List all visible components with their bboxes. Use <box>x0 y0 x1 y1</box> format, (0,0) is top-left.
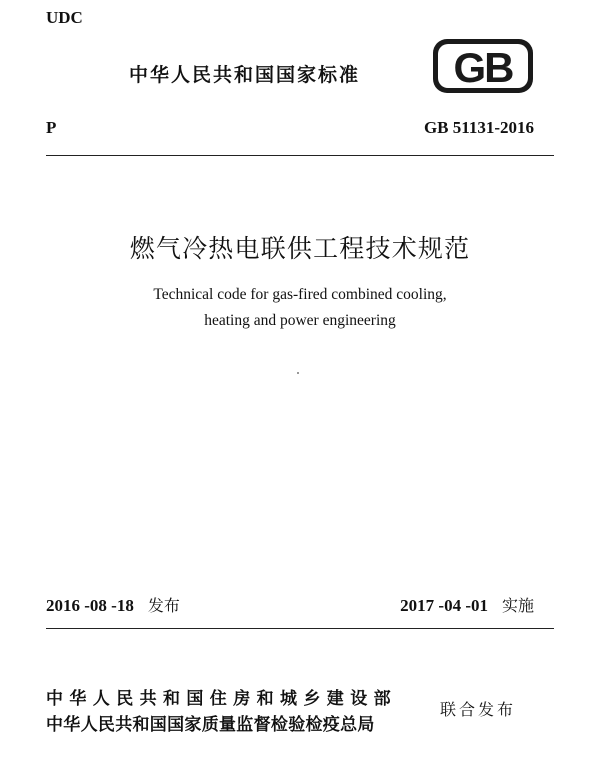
standard-number: GB 51131-2016 <box>423 118 534 137</box>
issuer-ministry-housing: 中华人民共和国住房和城乡建设部 <box>46 689 397 709</box>
implement-date-row <box>400 593 534 616</box>
national-standard-heading: 中华人民共和国国家标准 <box>129 64 361 86</box>
issue-date-row <box>46 593 180 616</box>
speck <box>297 372 299 374</box>
title-english-line1: Technical code for gas-fired combined cooling, <box>153 286 447 303</box>
issue-date: 2016 -08 -18 <box>46 596 134 615</box>
title-chinese: 燃气冷热电联供工程技术规范 <box>129 234 471 263</box>
joint-issue-label: 联合发布 <box>440 700 517 719</box>
implement-date: 2017 -04 -01 <box>400 596 488 615</box>
title-english <box>0 282 600 334</box>
udc-label: UDC <box>46 8 83 27</box>
implement-label: 实施 <box>501 596 534 615</box>
gb-logo <box>432 38 534 94</box>
title-english-line2: heating and power engineering <box>204 312 396 329</box>
category-code: P <box>46 118 57 137</box>
issue-label: 发布 <box>147 596 180 615</box>
bottom-divider <box>46 628 554 629</box>
issuer-aqsiq: 中华人民共和国国家质量监督检验检疫总局 <box>46 715 375 735</box>
top-divider <box>46 155 554 156</box>
svg-text:GB: GB <box>453 44 513 91</box>
